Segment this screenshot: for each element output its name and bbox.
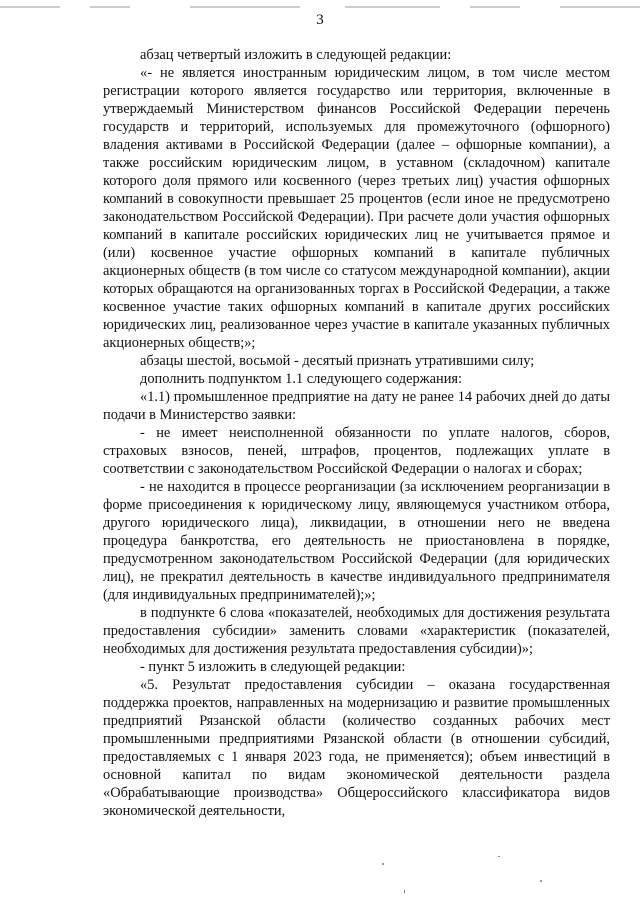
paragraph-2: «- не является иностранным юридическим лицом, в том числе местом регистрации которого является государство или территория, включенные в утверждаемый Министерством финансов Российской Федерации перечень государств и территорий, используемых для промежуточного (офшорного) владения активами в Российской Федерации (далее – офшорные компании), а также российским юридическим лицом, в уставном (складочном) капитале которого доля прямого или косвенного (через третьих лиц) участия офшорных компаний в совокупности превышает 25 процентов (если иное не предусмотрено законодательством Российской Федерации). При расчете доли участия офшорных компаний в капитале российских юридических лиц не учитывается прямое и (или) косвенное участие офшорных компаний в капитале публичных акционерных обществ (в том числе со статусом международной компании), акции которых обращаются на организованных торгах в Российской Федерации, а также косвенное участие таких офшорных компаний в капитале других российских юридических лиц, реализованное через участие в капитале указанных публичных акционерных обществ;»; <box>103 65 610 351</box>
paragraph-1: абзац четвертый изложить в следующей редакции: <box>140 47 452 63</box>
paragraph-5: «1.1) промышленное предприятие на дату не ранее 14 рабочих дней до даты подачи в Министерство заявки: <box>103 389 610 423</box>
paragraph-8: в подпункте 6 слова «показателей, необходимых для достижения результата предоставления субсидии» заменить словами «характеристик (показателей, необходимых для достижения результата предоставления субсидии)»; <box>103 605 610 657</box>
document-body <box>103 46 610 820</box>
scan-speck <box>540 880 542 882</box>
paragraph-10: «5. Результат предоставления субсидии – оказана государственная поддержка проектов, направленных на модернизацию и развитие промышленных предприятий Рязанской области (количество созданных рабочих мест промышленными предприятиями Рязанской области (в отношении субсидий, предоставляемых с 1 января 2023 года, не применяется); объем инвестиций в основной капитал по видам экономической деятельности раздела «Обрабатывающие производства» Общероссийского классификатора видов экономической деятельности, <box>103 677 610 819</box>
paragraph-9: - пункт 5 изложить в следующей редакции: <box>140 659 406 675</box>
paragraph-7: - не находится в процессе реорганизации (за исключением реорганизации в форме присоединения к юридическому лицу, являющемуся участником отбора, другого юридического лица), ликвидации, в отношении него не введена процедура банкротства, его деятельность не приостановлена в порядке, предусмотренном законодательством Российской Федерации (для юридических лиц), не прекратил деятельность в качестве индивидуального предпринимателя (для индивидуальных предпринимателей);»; <box>103 479 610 603</box>
scan-speck <box>382 863 384 865</box>
paragraph-4: дополнить подпунктом 1.1 следующего содержания: <box>140 371 463 387</box>
paragraph-6: - не имеет неисполненной обязанности по уплате налогов, сборов, страховых взносов, пеней, штрафов, процентов, подлежащих уплате в соответствии с законодательством Российской Федерации о налогах и сборах; <box>103 425 610 477</box>
page-number: 3 <box>316 12 324 28</box>
scan-speck <box>498 856 500 857</box>
paragraph-3: абзацы шестой, восьмой - десятый признать утратившими силу; <box>140 353 535 369</box>
scan-speck <box>404 890 405 893</box>
